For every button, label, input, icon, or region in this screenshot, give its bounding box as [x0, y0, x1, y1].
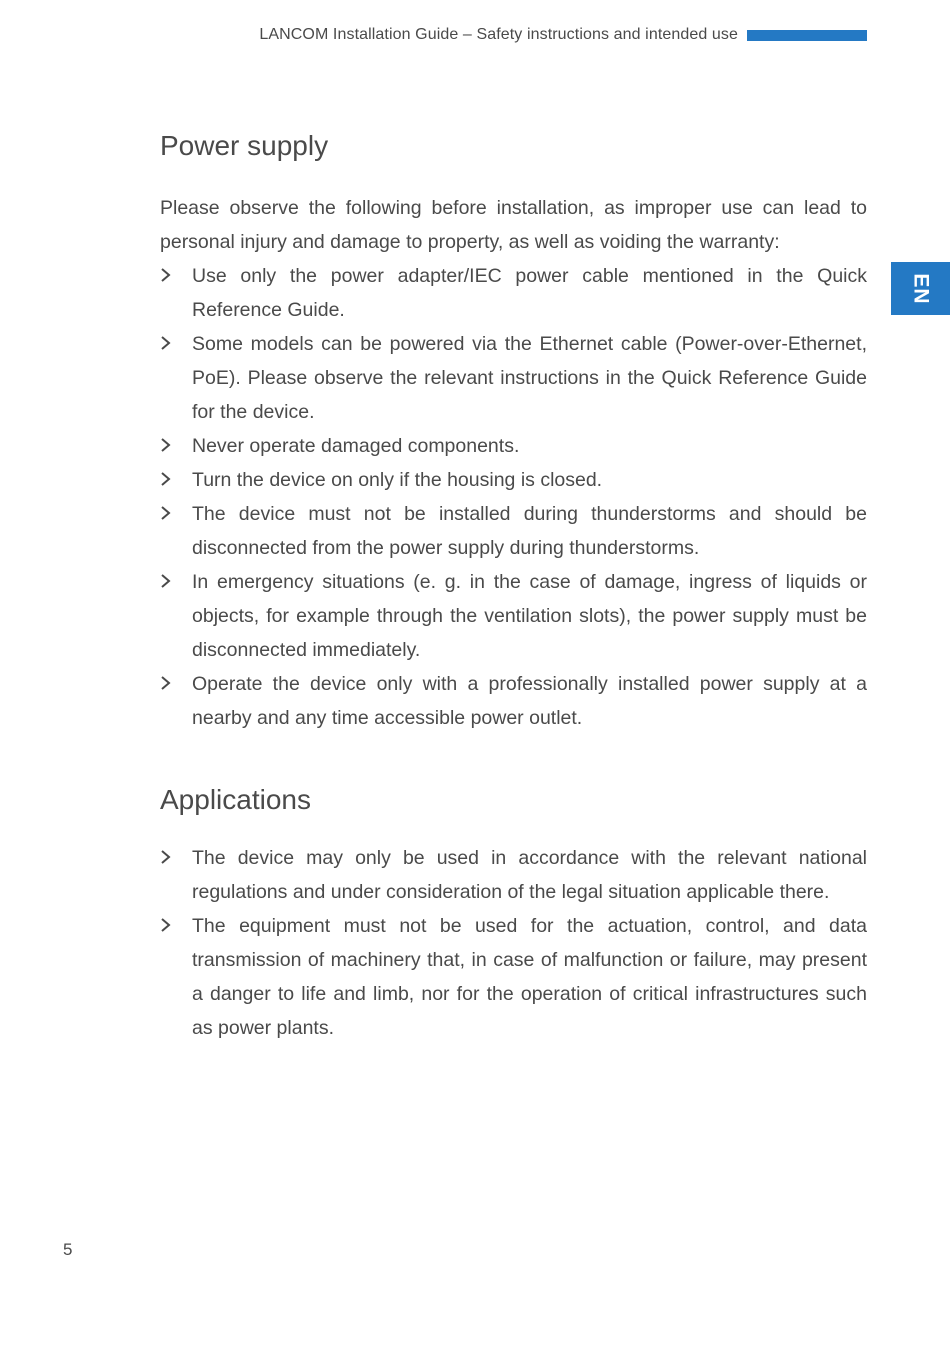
chevron-right-icon	[160, 505, 172, 521]
chevron-right-icon	[160, 849, 172, 865]
list-item	[160, 841, 867, 909]
list-item	[160, 463, 867, 497]
chevron-right-icon	[160, 335, 172, 351]
language-tab-label: EN	[909, 272, 933, 305]
power-supply-section	[160, 126, 867, 735]
applications-section	[160, 780, 867, 1045]
list-item-text: Use only the power adapter/IEC power cable mentioned in the Quick Reference Guide.	[192, 265, 867, 321]
header-title: LANCOM Installation Guide – Safety instructions and intended use	[259, 26, 738, 43]
list-item	[160, 327, 867, 429]
list-item-text: The equipment must not be used for the actuation, control, and data transmission of machinery that, in case of malfunction or failure, may present a danger to life and limb, nor for the operation of critical infrastructures such as power plants.	[192, 915, 867, 1039]
list-item-text: The device must not be installed during thunderstorms and should be disconnected from the power supply during thunderstorms.	[192, 503, 867, 559]
list-item	[160, 497, 867, 565]
list-item-text: In emergency situations (e. g. in the case of damage, ingress of liquids or objects, for example through the ventilation slots), the power supply must be disconnected immediately.	[192, 571, 867, 661]
list-item	[160, 429, 867, 463]
header-accent-bar	[747, 30, 867, 41]
applications-list	[160, 841, 867, 1045]
main-content	[160, 126, 867, 1045]
list-item	[160, 667, 867, 735]
chevron-right-icon	[160, 675, 172, 691]
list-item-text: Operate the device only with a professionally installed power supply at a nearby and any time accessible power outlet.	[192, 673, 867, 729]
chevron-right-icon	[160, 437, 172, 453]
chevron-right-icon	[160, 573, 172, 589]
language-tab	[891, 262, 950, 315]
list-item	[160, 259, 867, 327]
list-item-text: The device may only be used in accordance with the relevant national regulations and under consideration of the legal situation applicable there.	[192, 847, 867, 903]
list-item-text: Some models can be powered via the Ethernet cable (Power-over-Ethernet, PoE). Please observe the relevant instructions in the Quick Reference Guide for the device.	[192, 333, 867, 423]
power-supply-intro: Please observe the following before installation, as improper use can lead to personal injury and damage to property, as well as voiding the warranty:	[160, 197, 867, 253]
power-supply-list	[160, 259, 867, 735]
list-item	[160, 565, 867, 667]
list-item	[160, 909, 867, 1045]
chevron-right-icon	[160, 471, 172, 487]
power-supply-heading: Power supply	[160, 130, 329, 161]
list-item-text: Turn the device on only if the housing is closed.	[192, 469, 603, 491]
list-item-text: Never operate damaged components.	[192, 435, 520, 457]
page-number: 5	[63, 1240, 73, 1259]
page-header	[259, 26, 867, 44]
chevron-right-icon	[160, 267, 172, 283]
applications-heading: Applications	[160, 784, 311, 815]
chevron-right-icon	[160, 917, 172, 933]
